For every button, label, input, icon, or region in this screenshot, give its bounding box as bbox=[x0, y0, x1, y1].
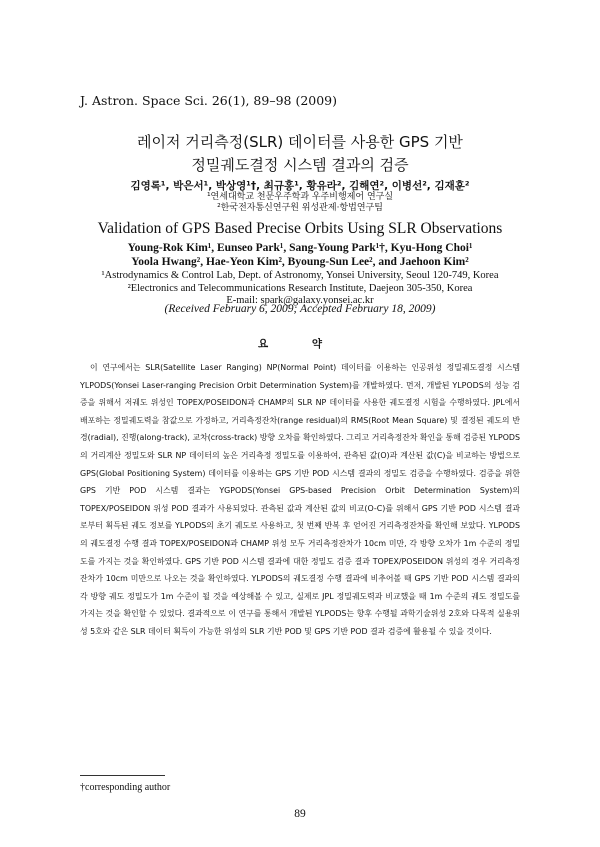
page-number: 89 bbox=[294, 808, 306, 820]
contact-email: E-mail: spark@galaxy.yonsei.ac.kr bbox=[226, 295, 374, 306]
received-dates: (Received February 6, 2009; Accepted February 18, 2009) bbox=[164, 303, 436, 315]
footnote-divider bbox=[80, 775, 165, 776]
abstract-body: 이 연구에서는 SLR(Satellite Laser Ranging) NP(Normal Point) 데이터를 이용하는 인공위성 정밀궤도결정 시스템 YLPODS(Yonsei Laser-ranging Precision Orbit Determination System)를 개발하였다. 먼저, 개발된 YLPODS의 성능 검증을 위해서 저궤도 위성인 TOPEX/POSEIDON과 CHAMP의 SLR NP 데이터를 사용한 궤도결정 시험을 수행하였다. JPL에서 배포하는 정밀궤도력을 참값으로 가정하고, 거리측정잔차(range residual)의 RMS(Root Mean Square) 및 결정된 궤도의 반경(radial), 진행(along-track), 교차(cross-track) 방향 오차를 확인하였다. 그리고 거리측정잔차 확인을 통해 검증된 YLPODS의 거리계산 정밀도와 SLR NP 데이터의 높은 거리측정 정밀도를 이용하여, 관측된 값(O)과 계산된 값(C)을 비교하는 방법으로 GPS(Global Positioning System) 데이터를 이용하는 GPS 기반 POD 시스템 결과의 정밀도 검증을 수행하였다. 검증을 위한 GPS 기반 POD 시스템 결과는 YGPODS(Yonsei GPS-based Precision Orbit Determination System)의 TOPEX/POSEIDON 위성 POD 결과가 사용되었다. 관측된 값과 계산된 값의 비교(O-C)를 위해서 GPS 기반 POD 시스템 결과로부터 획득된 궤도 정보를 YLPODS의 초기 궤도로 사용하고, 첫 번째 반복 후 얻어진 거리측정잔차를 확인해 보았다. YLPODS의 궤도결정 수행 결과 TOPEX/POSEIDON과 CHAMP 위성 모두 거리측정잔차가 10cm 미만, 각 방향 오차가 1m 수준의 정밀도를 가지는 것을 확인하였다. GPS 기반 POD 시스템 결과에 대한 정밀도 검증 결과 TOPEX/POSEIDON 위성의 경우 거리측정잔차가 10cm 미만으로 나오는 것을 확인하였다. YLPODS의 궤도결정 수행 결과에 비추어볼 때 GPS 기반 POD 시스템 결과의 각 방향 궤도 정밀도가 1m 수준이 될 것을 예상해볼 수 있고, 실제로 JPL 정밀궤도력과 비교했을 때 1m 수준의 궤도 정밀도를 가지는 것을 확인할 수 있었다. 결과적으로 이 연구를 통해서 개발된 YLPODS는 향후 수행될 과학기술위성 2호와 다목적 실용위성 5호와 같은 SLR 데이터 획득이 가능한 위성의 SLR 기반 POD 및 GPS 기반 POD 결과 검증에 활용될 수 있을 것이다. bbox=[80, 363, 520, 636]
korean-title-line1: 레이저 거리측정(SLR) 데이터를 사용한 GPS 기반 bbox=[137, 133, 463, 151]
english-affiliations bbox=[50, 270, 550, 308]
english-authors bbox=[60, 241, 540, 269]
korean-affiliations bbox=[90, 192, 510, 214]
footnote: †corresponding author bbox=[80, 782, 171, 793]
english-authors-line2: Yoola Hwang², Hae-Yeon Kim², Byoung-Sun Lee², and Jaehoon Kim² bbox=[131, 256, 469, 268]
english-authors-line1: Young-Rok Kim¹, Eunseo Park¹, Sang-Young Park¹†, Kyu-Hong Choi¹ bbox=[127, 242, 473, 254]
english-title: Validation of GPS Based Precise Orbits Using SLR Observations bbox=[97, 220, 503, 237]
korean-authors: 김영록¹, 박은서¹, 박상영¹†, 최규홍¹, 황유라², 김해연², 이병선², 김재훈² bbox=[130, 180, 470, 192]
korean-title-line2: 정밀궤도결정 시스템 결과의 검증 bbox=[191, 156, 409, 174]
abstract-heading: 요 약 bbox=[258, 338, 342, 350]
english-affiliation-2: ²Electronics and Telecommunications Research Institute, Daejeon 305-350, Korea bbox=[127, 282, 473, 294]
korean-affiliation-2: ²한국전자통신연구원 위성관제·항법연구팀 bbox=[217, 203, 383, 213]
english-affiliation-1: ¹Astrodynamics & Control Lab, Dept. of Astronomy, Yonsei University, Seoul 120-749, Korea bbox=[101, 270, 499, 281]
journal-citation: J. Astron. Space Sci. 26(1), 89–98 (2009) bbox=[80, 93, 338, 108]
korean-title bbox=[90, 131, 510, 177]
korean-affiliation-1: ¹연세대학교 천문우주학과 우주비행제어 연구실 bbox=[206, 192, 394, 202]
